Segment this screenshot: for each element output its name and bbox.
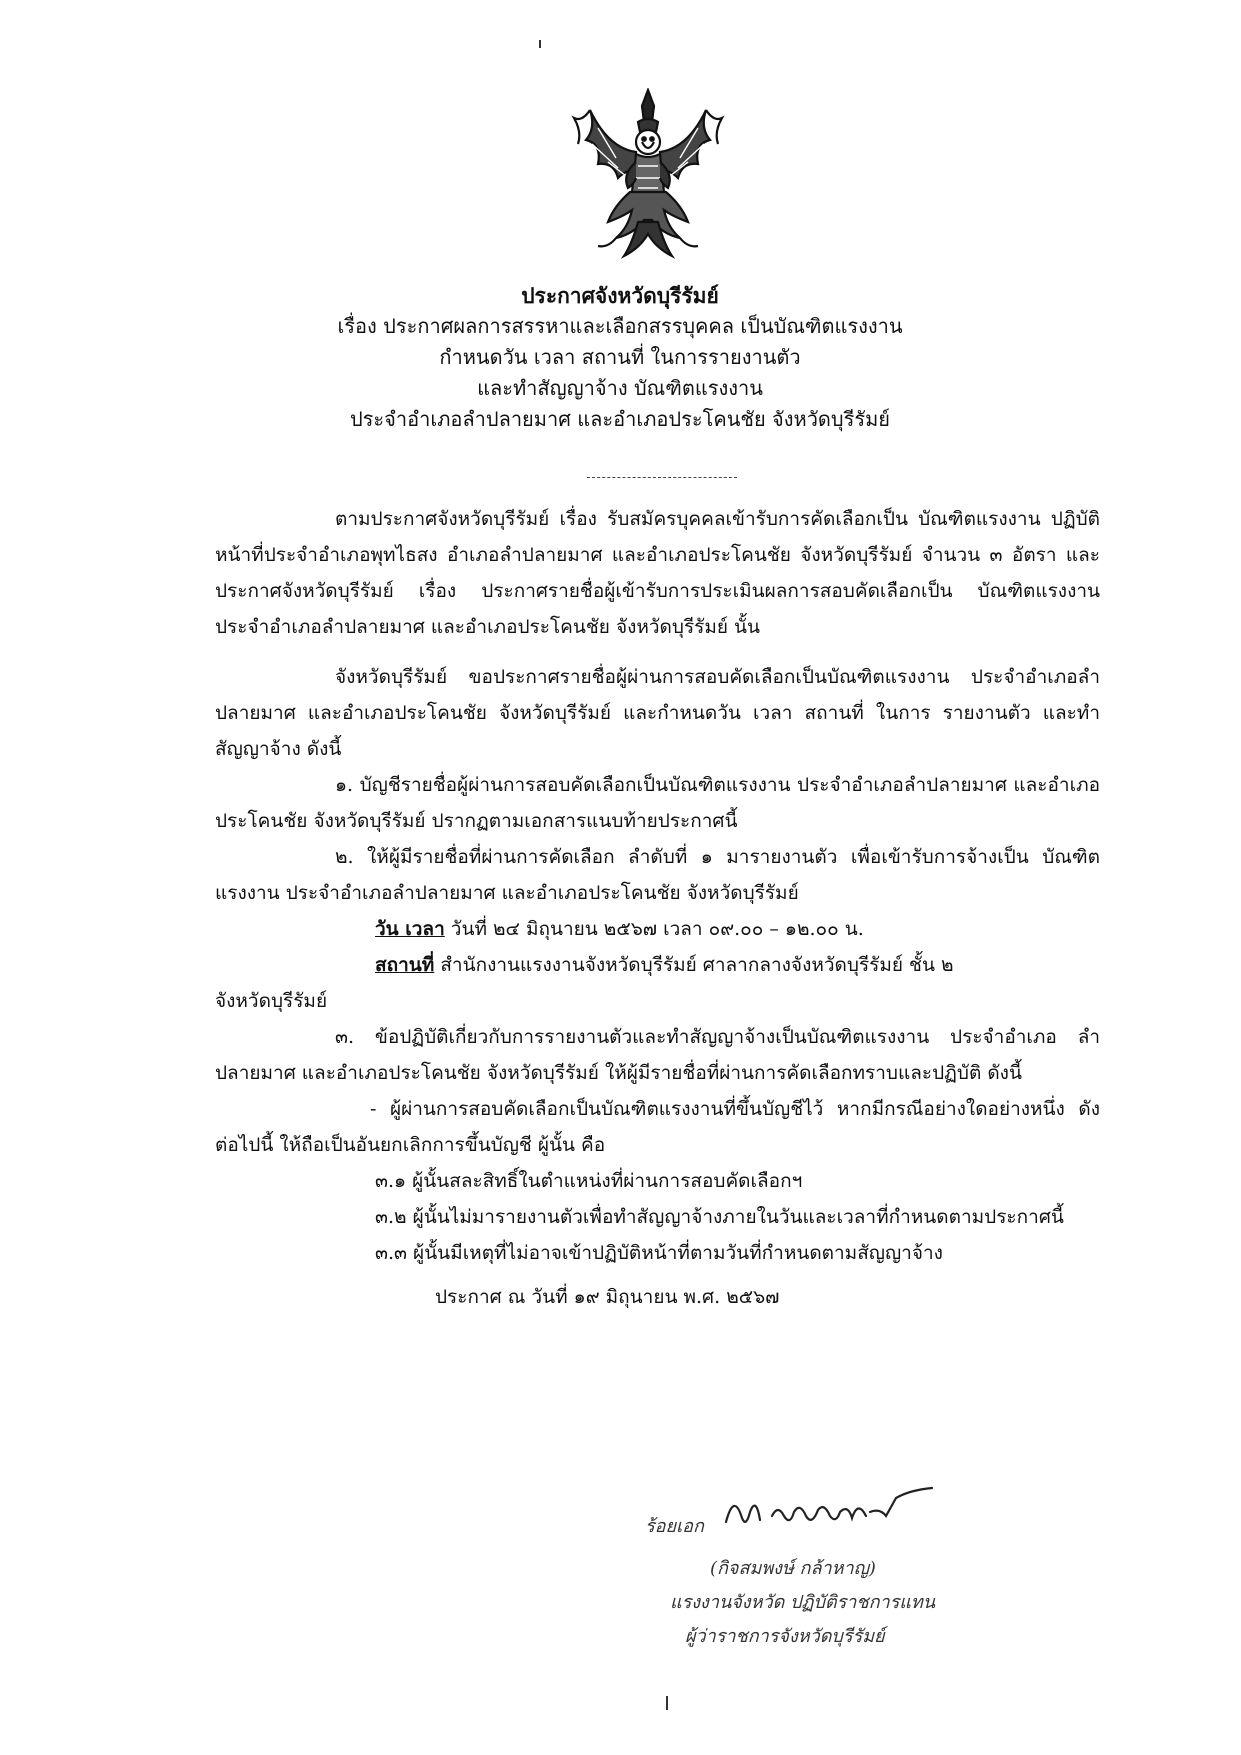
- item-1: ๑. บัญชีรายชื่อผู้ผ่านการสอบคัดเลือกเป็นบัณฑิตแรงงาน ประจำอำเภอลำปลายมาศ และอำเภอ ประโคนชัย จังหวัดบุรีรัมย์ ปรากฏตามเอกสารแนบท้ายประกาศนี้: [215, 774, 1100, 832]
- subject-line-2: กำหนดวัน เวลา สถานที่ ในการรายงานตัว: [439, 345, 801, 369]
- paragraph-reference: ตามประกาศจังหวัดบุรีรัมย์ เรื่อง รับสมัครบุคคลเข้ารับการคัดเลือกเป็น บัณฑิตแรงงาน ปฏิบัติหน้าที่ประจำอำเภอพุทไธสง อำเภอลำปลายมาศ และอำเภอประโคนชัย จังหวัดบุรีรัมย์ จำนวน ๓ อัตรา และประกาศจังหวัดบุรีรัมย์ เรื่อง ประกาศรายชื่อผู้เข้ารับการประเมินผลการสอบคัดเลือกเป็น บัณฑิตแรงงาน ประจำอำเภอลำปลายมาศ และอำเภอประโคนชัย จังหวัดบุรีรัมย์ นั้น: [215, 508, 1100, 638]
- title-block: [120, 280, 1120, 435]
- item-3: ๓. ข้อปฏิบัติเกี่ยวกับการรายงานตัวและทำสัญญาจ้างเป็นบัณฑิตแรงงาน ประจำอำเภอ ลำปลายมาศ และอำเภอประโคนชัย จังหวัดบุรีรัมย์ ให้ผู้มีรายชื่อที่ผ่านการคัดเลือกทราบและปฏิบัติ ดังนี้: [215, 1026, 1100, 1084]
- announcement-title: ประกาศจังหวัดบุรีรัมย์: [521, 283, 719, 308]
- item-3-1: ๓.๑ ผู้นั้นสละสิทธิ์ในตำแหน่งที่ผ่านการสอบคัดเลือกฯ: [375, 1170, 803, 1192]
- place-value: สำนักงานแรงงานจังหวัดบุรีรัมย์ ศาลากลางจังหวัดบุรีรัมย์ ชั้น ๒: [434, 954, 954, 976]
- subject-line-3: และทำสัญญาจ้าง บัณฑิตแรงงาน: [477, 376, 763, 400]
- item-3-3: ๓.๓ ผู้นั้นมีเหตุที่ไม่อาจเข้าปฏิบัติหน้าที่ตามวันที่กำหนดตามสัญญาจ้าง: [375, 1242, 943, 1264]
- handwritten-signature-icon: [720, 1482, 940, 1542]
- datetime-label: วัน เวลา: [375, 918, 445, 940]
- item-3-2: ๓.๒ ผู้นั้นไม่มารายงานตัวเพื่อทำสัญญาจ้างภายในวันและเวลาที่กำหนดตามประกาศนี้: [375, 1206, 1064, 1228]
- signer-name: (กิจสมพงษ์ กล้าหาญ): [710, 1558, 876, 1579]
- scan-mark-bottom: [666, 1696, 668, 1710]
- place-label: สถานที่: [375, 954, 435, 976]
- signer-position-1: แรงงานจังหวัด ปฏิบัติราชการแทน: [670, 1592, 936, 1613]
- report-place: [215, 947, 1100, 983]
- report-place-continued: จังหวัดบุรีรัมย์: [215, 990, 328, 1012]
- datetime-value: วันที่ ๒๔ มิถุนายน ๒๕๖๗ เวลา ๐๙.๐๐ – ๑๒.๐๐ น.: [444, 918, 864, 940]
- document-body: [215, 501, 1100, 1315]
- signer-position-2: ผู้ว่าราชการจังหวัดบุรีรัมย์: [685, 1626, 885, 1647]
- garuda-emblem-icon: [568, 88, 728, 260]
- subject-line-4: ประจำอำเภอลำปลายมาศ และอำเภอประโคนชัย จังหวัดบุรีรัมย์: [349, 407, 890, 431]
- announce-date: ประกาศ ณ วันที่ ๑๙ มิถุนายน พ.ศ. ๒๕๖๗: [435, 1286, 780, 1308]
- item-3-condition: - ผู้ผ่านการสอบคัดเลือกเป็นบัณฑิตแรงงานที่ขึ้นบัญชีไว้ หากมีกรณีอย่างใดอย่างหนึ่ง ดังต่อไปนี้ ให้ถือเป็นอันยกเลิกการขึ้นบัญชี ผู้นั้น คือ: [215, 1098, 1100, 1156]
- signer-rank: ร้อยเอก: [645, 1516, 704, 1537]
- subject-line-1: เรื่อง ประกาศผลการสรรหาและเลือกสรรบุคคล เป็นบัณฑิตแรงงาน: [337, 314, 903, 338]
- title-divider: [587, 477, 737, 478]
- paragraph-announcement: จังหวัดบุรีรัมย์ ขอประกาศรายชื่อผู้ผ่านการสอบคัดเลือกเป็นบัณฑิตแรงงาน ประจำอำเภอลำปลายมาศ และอำเภอประโคนชัย จังหวัดบุรีรัมย์ และกำหนดวัน เวลา สถานที่ ในการ รายงานตัว และทำสัญญาจ้าง ดังนี้: [215, 666, 1100, 760]
- item-2: ๒. ให้ผู้มีรายชื่อที่ผ่านการคัดเลือก ลำดับที่ ๑ มารายงานตัว เพื่อเข้ารับการจ้างเป็น บัณฑิตแรงงาน ประจำอำเภอลำปลายมาศ และอำเภอประโคนชัย จังหวัดบุรีรัมย์: [215, 846, 1100, 904]
- report-datetime: [215, 911, 1100, 947]
- scan-mark-top: [539, 40, 541, 48]
